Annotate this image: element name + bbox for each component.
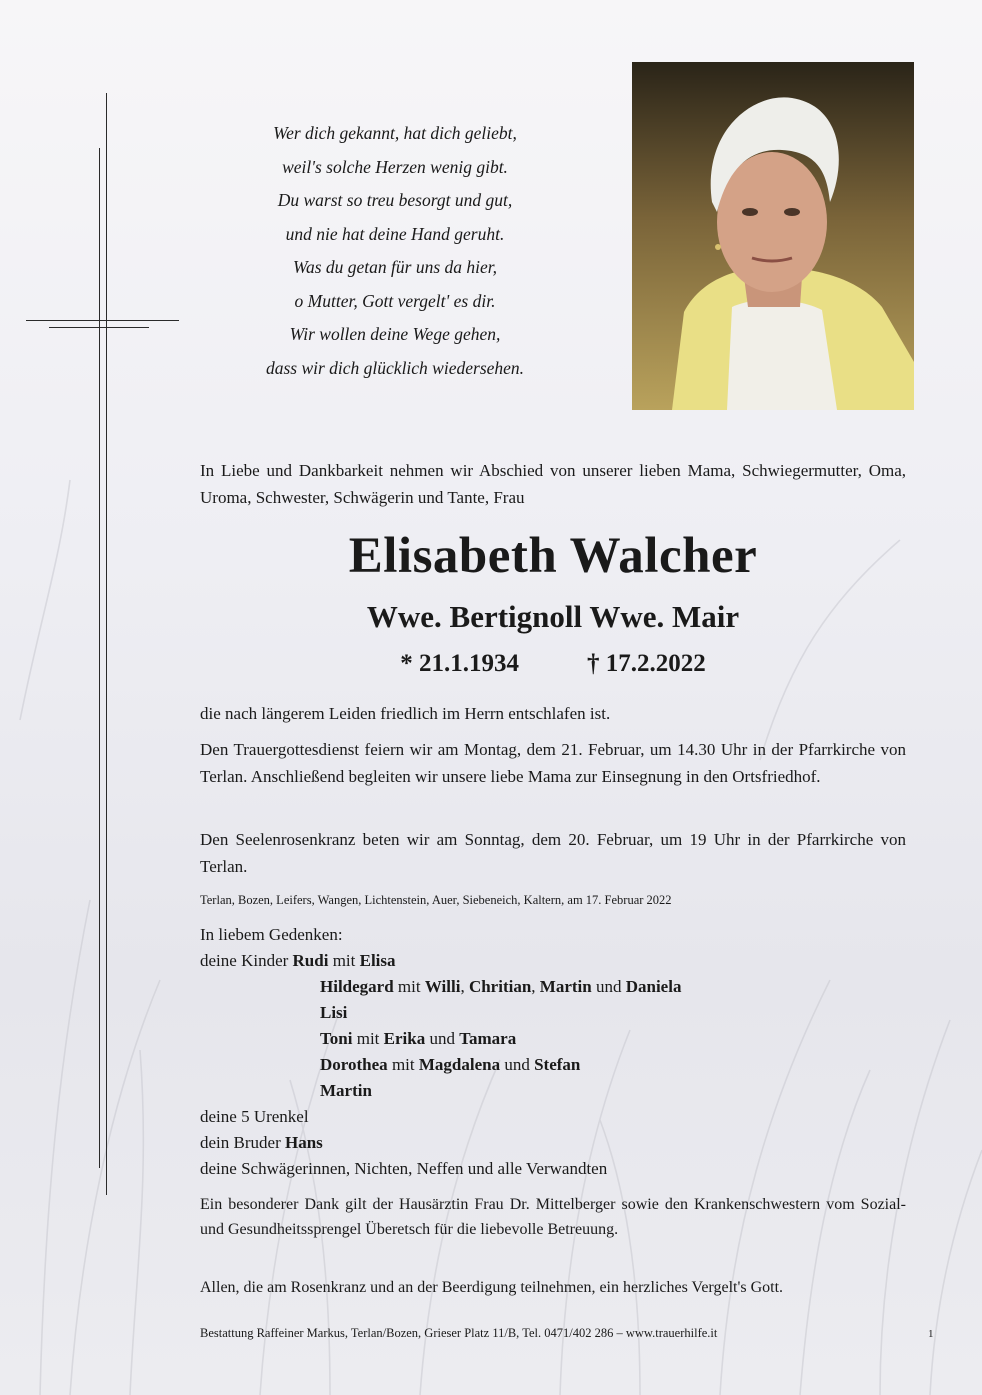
poem-line: Wir wollen deine Wege gehen,	[289, 324, 501, 344]
word-and: und	[595, 977, 622, 996]
family-line-brother	[200, 1130, 906, 1156]
brother-prefix: dein Bruder	[200, 1133, 281, 1152]
children-prefix: deine Kinder	[200, 951, 289, 970]
poem-line: weil's solche Herzen wenig gibt.	[282, 156, 508, 177]
family-line	[200, 1026, 906, 1052]
cross-vertical-right	[106, 93, 107, 1195]
places-and-date: Terlan, Bozen, Leifers, Wangen, Lichtenstein, Auer, Siebeneich, Kaltern, am 17. Februar 2022	[200, 893, 672, 907]
child-name: Rudi	[292, 951, 329, 970]
rosary-text: Den Seelenrosenkranz beten wir am Sonntag, dem 20. Februar, um 19 Uhr in der Pfarrkirche von Terlan.	[200, 830, 906, 876]
grandchild-name: Tamara	[459, 1029, 517, 1048]
relatives: deine Schwägerinnen, Nichten, Neffen und alle Verwandten	[200, 1159, 608, 1178]
partner-name: Willi	[424, 977, 461, 996]
family-list	[200, 922, 906, 1182]
family-heading: In liebem Gedenken:	[200, 925, 343, 944]
life-dates	[200, 650, 906, 678]
cross-horizontal-top	[26, 320, 179, 321]
thanks-text: Ein besonderer Dank gilt der Hausärztin Frau Dr. Mittelberger sowie den Krankenschwestern vom Sozial- und Gesundheitssprengel Überetsch für die liebevolle Betreuung.	[200, 1196, 906, 1238]
poem-line: Was du getan für uns da hier,	[292, 257, 498, 277]
poem-line: Wer dich gekannt, hat dich geliebt,	[273, 123, 517, 143]
word-and: und	[429, 1029, 455, 1048]
grandchild-name: Daniela	[625, 977, 682, 996]
poem-line: Du warst so treu besorgt und gut,	[277, 190, 513, 210]
partner-name: Erika	[383, 1029, 426, 1048]
deceased-name: Elisabeth Walcher	[348, 528, 758, 584]
widow-of: Wwe. Bertignoll Wwe. Mair	[366, 599, 740, 634]
death-date: † 17.2.2022	[587, 650, 706, 677]
family-line	[200, 1052, 906, 1078]
cross-vertical-left	[99, 148, 100, 1168]
portrait-photo	[632, 62, 914, 410]
word-with: mit	[397, 977, 421, 996]
great-grandchildren: deine 5 Urenkel	[200, 1107, 309, 1126]
word-with: mit	[356, 1029, 380, 1048]
grandchild-name: Magdalena	[418, 1055, 501, 1074]
closing-text: Allen, die am Rosenkranz und an der Beerdigung teilnehmen, ein herzliches Vergelt's Gott.	[200, 1279, 784, 1296]
passing-text: die nach längerem Leiden friedlich im Herrn entschlafen ist.	[200, 704, 611, 723]
child-name: Lisi	[320, 1003, 348, 1022]
word-with: mit	[391, 1055, 415, 1074]
grandchild-name: Stefan	[534, 1055, 581, 1074]
poem-line: und nie hat deine Hand geruht.	[285, 223, 505, 244]
grandchild-name: Martin	[539, 977, 592, 996]
memorial-poem	[200, 117, 590, 385]
child-name: Hildegard	[320, 977, 394, 996]
partner-name: Elisa	[359, 951, 396, 970]
cross-horizontal-bottom	[49, 327, 149, 328]
birth-date: * 21.1.1934	[400, 650, 519, 677]
child-name: Martin	[320, 1081, 372, 1100]
word-and: und	[504, 1055, 530, 1074]
intro-text: In Liebe und Dankbarkeit nehmen wir Abschied von unserer lieben Mama, Schwiegermutter, Oma, Uroma, Schwester, Schwägerin und Tante, Frau	[200, 461, 906, 507]
child-name: Dorothea	[320, 1055, 388, 1074]
child-name: Toni	[320, 1029, 353, 1048]
funeral-text: Den Trauergottesdienst feiern wir am Montag, dem 21. Februar, um 14.30 Uhr in der Pfarrkirche von Terlan. Anschließend begleiten wir unsere liebe Mama zur Einsegnung in den Ortsfriedhof.	[200, 740, 906, 786]
word-with: mit	[332, 951, 356, 970]
family-line	[200, 1078, 906, 1104]
family-line	[200, 1000, 906, 1026]
poem-line: o Mutter, Gott vergelt' es dir.	[294, 290, 496, 311]
grandchild-name: Chritian	[468, 977, 532, 996]
family-line-children	[200, 948, 906, 974]
family-line: Hildegard mit Willi, Chritian, Martin und Daniela	[320, 977, 682, 996]
poem-line: dass wir dich glücklich wiedersehen.	[265, 357, 525, 378]
brother-name: Hans	[284, 1133, 323, 1152]
funeral-home-footer: Bestattung Raffeiner Markus, Terlan/Bozen, Grieser Platz 11/B, Tel. 0471/402 286 – www.trauerhilfe.it	[200, 1326, 718, 1340]
page-number: 1	[928, 1328, 934, 1340]
